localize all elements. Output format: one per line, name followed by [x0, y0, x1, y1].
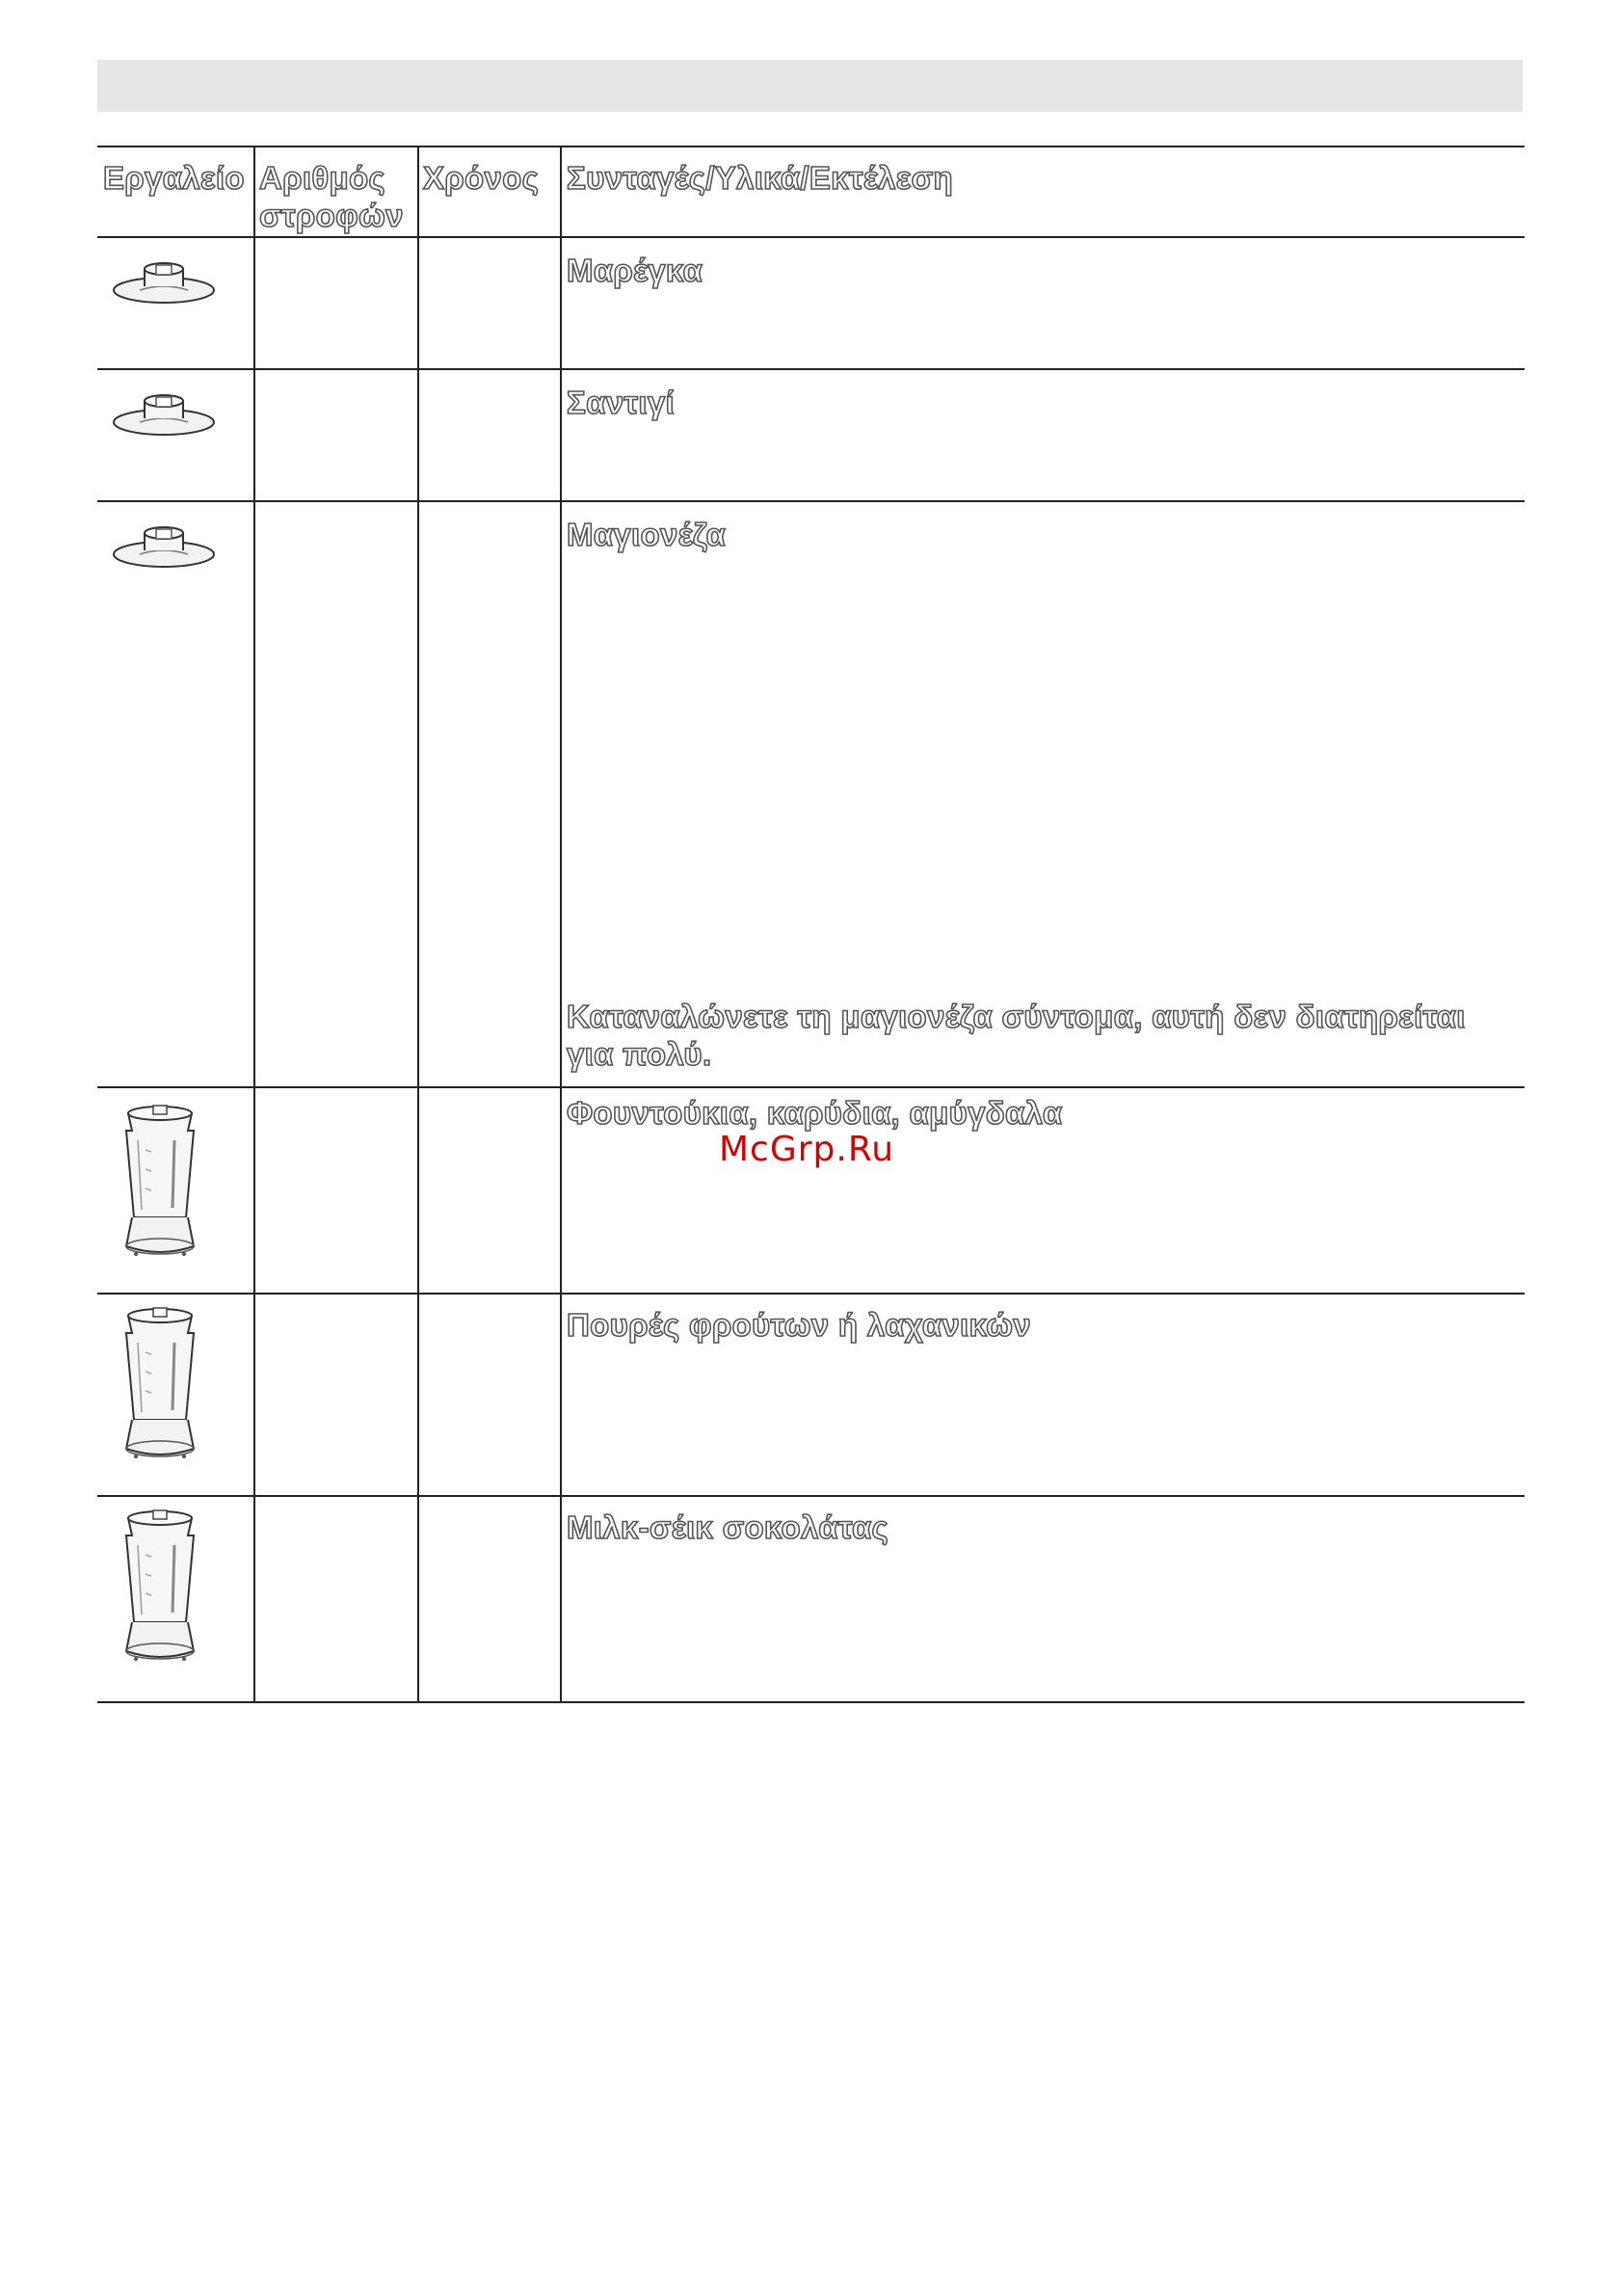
recipe-title: Φουντούκια, καρύδια, αμύγδαλα [567, 1095, 1063, 1131]
table-row [97, 1294, 1525, 1496]
table-row [97, 1496, 1525, 1702]
speed-cell [254, 1496, 418, 1702]
header-time: Χρόνος [418, 147, 561, 237]
recipe-table [97, 146, 1525, 1703]
time-cell [418, 1087, 561, 1294]
table-row [97, 237, 1525, 369]
blender-jug-icon [117, 1507, 203, 1670]
speed-cell [254, 1294, 418, 1496]
table-header-row [97, 147, 1525, 237]
recipe-cell [561, 369, 1525, 501]
time-cell [418, 237, 561, 369]
table-row [97, 1087, 1525, 1294]
recipe-title: Σαντιγί [567, 385, 675, 420]
speed-cell [254, 369, 418, 501]
time-cell [418, 369, 561, 501]
tool-cell [97, 1496, 254, 1702]
header-band [97, 60, 1523, 112]
recipe-title: Πουρές φρούτων ή λαχανικών [567, 1307, 1031, 1343]
header-recipe: Συνταγές/Υλικά/Εκτέλεση [561, 147, 1525, 237]
tool-cell [97, 369, 254, 501]
table-row [97, 369, 1525, 501]
recipe-note: Καταναλώνετε τη μαγιονέζα σύντομα, αυτή δεν διατηρείται για πολύ. [567, 999, 1466, 1072]
header-speed: Αριθμός στροφών [254, 147, 418, 237]
tool-cell [97, 1087, 254, 1294]
blender-jug-icon [117, 1102, 203, 1266]
tool-cell [97, 237, 254, 369]
recipe-cell [561, 501, 1525, 1087]
recipe-title: Μαρέγκα [567, 253, 703, 288]
tool-cell [97, 1294, 254, 1496]
watermark-text: McGrp.Ru [719, 1130, 895, 1169]
header-tool: Εργαλείο [97, 147, 254, 237]
recipe-cell [561, 1496, 1525, 1702]
time-cell [418, 1496, 561, 1702]
speed-cell [254, 237, 418, 369]
speed-cell [254, 1087, 418, 1294]
whisk-disc-icon [111, 252, 217, 309]
time-cell [418, 501, 561, 1087]
whisk-disc-icon [111, 384, 217, 441]
whisk-disc-icon [111, 516, 217, 574]
recipe-cell [561, 1087, 1525, 1294]
table-row [97, 501, 1525, 1087]
recipe-cell [561, 237, 1525, 369]
recipe-title: Μαγιονέζα [567, 517, 727, 552]
recipe-cell [561, 1294, 1525, 1496]
recipe-title: Μιλκ-σέικ σοκολάτας [567, 1509, 889, 1545]
time-cell [418, 1294, 561, 1496]
blender-jug-icon [117, 1304, 203, 1468]
speed-cell [254, 501, 418, 1087]
tool-cell [97, 501, 254, 1087]
